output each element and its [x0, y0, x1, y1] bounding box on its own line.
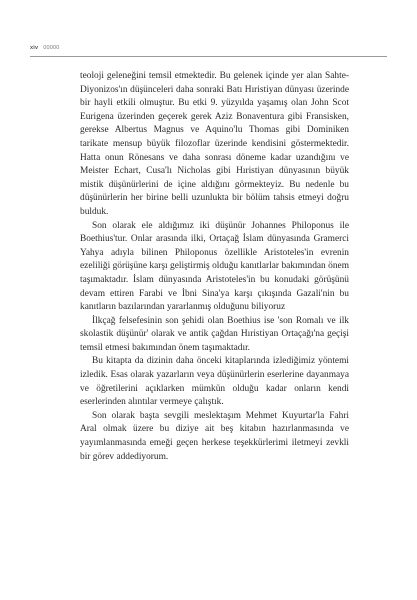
running-header: [30, 45, 60, 51]
body-text: [80, 70, 349, 464]
paragraph: Son olarak ele aldığımız iki düşünür Johannes Philoponus ile Boethius'tur. Onlar arasında ilki, Ortaçağ İslam dünyasında Gramerci Yahya adıyla bilinen Philoponus özellikle Aristoteles'in evrenin ezeliliği görüşüne karşı geliştirmiş olduğu kanıtlarlar bakımından önem taşımaktadır. İslam dünyasında Aristoteles'in bu konudaki görüşünü devam ettiren Farabi ve İbni Sina'ya karşı çıkışında Gazali'nin bu kanıtların bazılarından yararlanmış olduğunu biliyoruz: [80, 220, 349, 313]
header-rule: [30, 56, 387, 57]
paragraph: İlkçağ felsefesinin son şehidi olan Boethius ise 'son Romalı ve ilk skolastik düşünür' olarak ve antik çağdan Hıristiyan Ortaçağı'na geçişi temsil etmesi bakımından önem taşımaktadır.: [80, 315, 349, 353]
paragraph: Son olarak başta sevgili meslektaşım Mehmet Kuyurtar'la Fahri Aral olmak üzere bu diziye ait beş kitabın hazırlanmasında ve yayımlanmasında emeği geçen herkese teşekkürlerimi iletmeyi zevkli bir görev addediyorum.: [80, 410, 349, 462]
running-title: 00000: [43, 45, 60, 51]
paragraph: teoloji geleneğini temsil etmektedir. Bu gelenek içinde yer alan Sahte-Diyonizos'ın düşünceleri daha sonraki Batı Hıristiyan dünyası üzerinde bir hayli etkili olmuştur. Bu etki 9. yüzyılda yaşamış olan John Scot Eurigena üzerinden geçerek gerek Aziz Bonaventura gibi Fransisken, gerekse Albertus Magnus ve Aquino'lu Thomas gibi Dominiken tarikate mensup büyük filozoflar üzerinde kendisini göstermektedir. Hatta onun Rönesans ve daha sonrası döneme kadar uzandığını ve Meister Echart, Cusa'lı Nicholas gibi Hıristiyan dünyasının büyük mistik düşünürlerini de içine aldığını görmekteyiz. Bu nedenle bu düşünürlerin her birine belli uzunlukta bir bölüm tahsis etmeyi doğru bulduk.: [80, 71, 349, 217]
paragraph: Bu kitapta da dizinin daha önceki kitaplarında izlediğimiz yöntemi izledik. Esas olarak yazarların veya düşünürlerin eserlerine dayanmaya ve öğretilerini açıklarken mümkün olduğu kadar onların kendi eserlerinden alıntılar vermeye çalıştık.: [80, 356, 349, 408]
page-number: xiv: [30, 45, 39, 51]
